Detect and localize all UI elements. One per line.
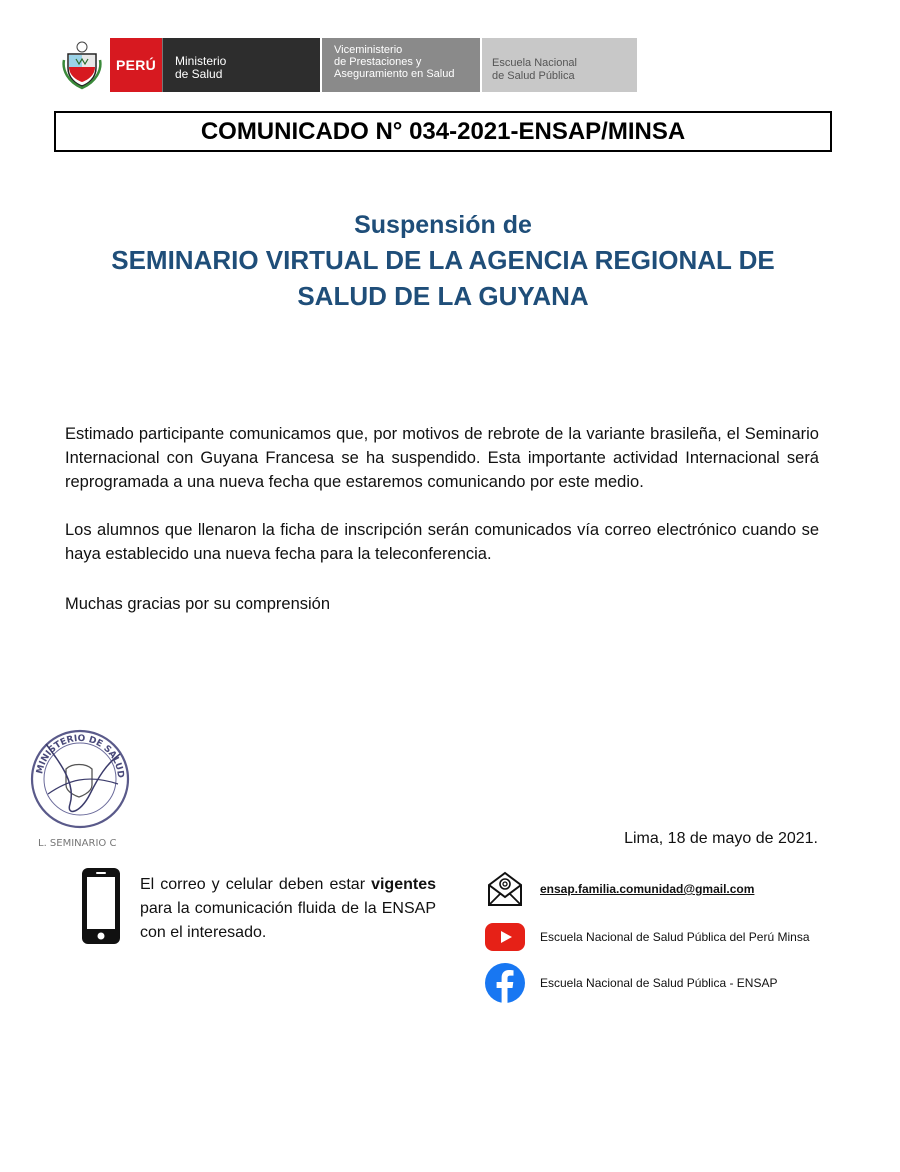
main-title: [40, 208, 846, 314]
body-paragraph-3: Muchas gracias por su comprensión: [65, 595, 331, 613]
official-stamp: [28, 724, 134, 852]
email-link[interactable]: ensap.familia.comunidad@gmail.com: [540, 882, 755, 896]
phone-note-part2: para la comunicación fluida de la ENSAP con el interesado.: [140, 900, 436, 941]
facebook-icon[interactable]: [484, 962, 526, 1004]
comunicado-title-box: [54, 111, 832, 152]
header-logo-strip: [60, 38, 637, 92]
email-icon: [484, 868, 526, 910]
contact-email-row: [484, 868, 754, 910]
ministry-label-line2: de Salud: [175, 67, 223, 81]
title-line-1: Suspensión de: [354, 211, 532, 239]
svg-text:MINISTERIO DE SALUD: MINISTERIO DE SALUD: [35, 733, 126, 779]
school-label-line1: Escuela Nacional: [492, 57, 577, 69]
facebook-page-label[interactable]: Escuela Nacional de Salud Pública - ENSAP: [540, 976, 778, 990]
comunicado-title: COMUNICADO N° 034-2021-ENSAP/MINSA: [200, 117, 686, 145]
peru-label: PERÚ: [110, 38, 162, 92]
title-line-3: SALUD DE LA GUYANA: [297, 281, 589, 311]
school-label: [482, 38, 637, 92]
ministry-label: [162, 38, 320, 92]
contact-youtube-row: [484, 916, 810, 958]
body-paragraph-2: Los alumnos que llenaron la ficha de inscripción serán comunicados vía correo electrónico cuando se haya establecido una nueva fecha para la teleconferencia.: [65, 521, 819, 563]
ministry-label-line1: Ministerio: [175, 54, 227, 68]
viceministry-label-line2: de Prestaciones y: [334, 56, 422, 68]
phone-note-bold: vigentes: [371, 876, 436, 893]
contact-facebook-row: [484, 962, 777, 1004]
viceministry-label-line1: Viceministerio: [334, 44, 403, 56]
date-line: Lima, 18 de mayo de 2021.: [624, 830, 818, 847]
body-paragraph-1: Estimado participante comunicamos que, por motivos de rebrote de la variante brasileña, el Seminario Internacional con Guyana Francesa se ha suspendido. Esta importante actividad Internacional será reprogramada a una nueva fecha que estaremos comunicando por este medio.: [65, 425, 819, 491]
coat-of-arms-icon: [60, 38, 104, 92]
youtube-channel-label[interactable]: Escuela Nacional de Salud Pública del Perú Minsa: [540, 930, 810, 944]
viceministry-label: [322, 38, 480, 92]
youtube-icon[interactable]: [484, 916, 526, 958]
viceministry-label-line3: Aseguramiento en Salud: [334, 68, 455, 80]
school-label-line2: de Salud Pública: [492, 70, 575, 82]
title-line-2: SEMINARIO VIRTUAL DE LA AGENCIA REGIONAL DE: [111, 245, 775, 275]
phone-note-part1: El correo y celular deben estar: [140, 876, 372, 893]
phone-note: [140, 873, 436, 945]
stamp-bottom-text: L. SEMINARIO C: [38, 838, 117, 849]
mobile-phone-icon: [80, 866, 122, 946]
